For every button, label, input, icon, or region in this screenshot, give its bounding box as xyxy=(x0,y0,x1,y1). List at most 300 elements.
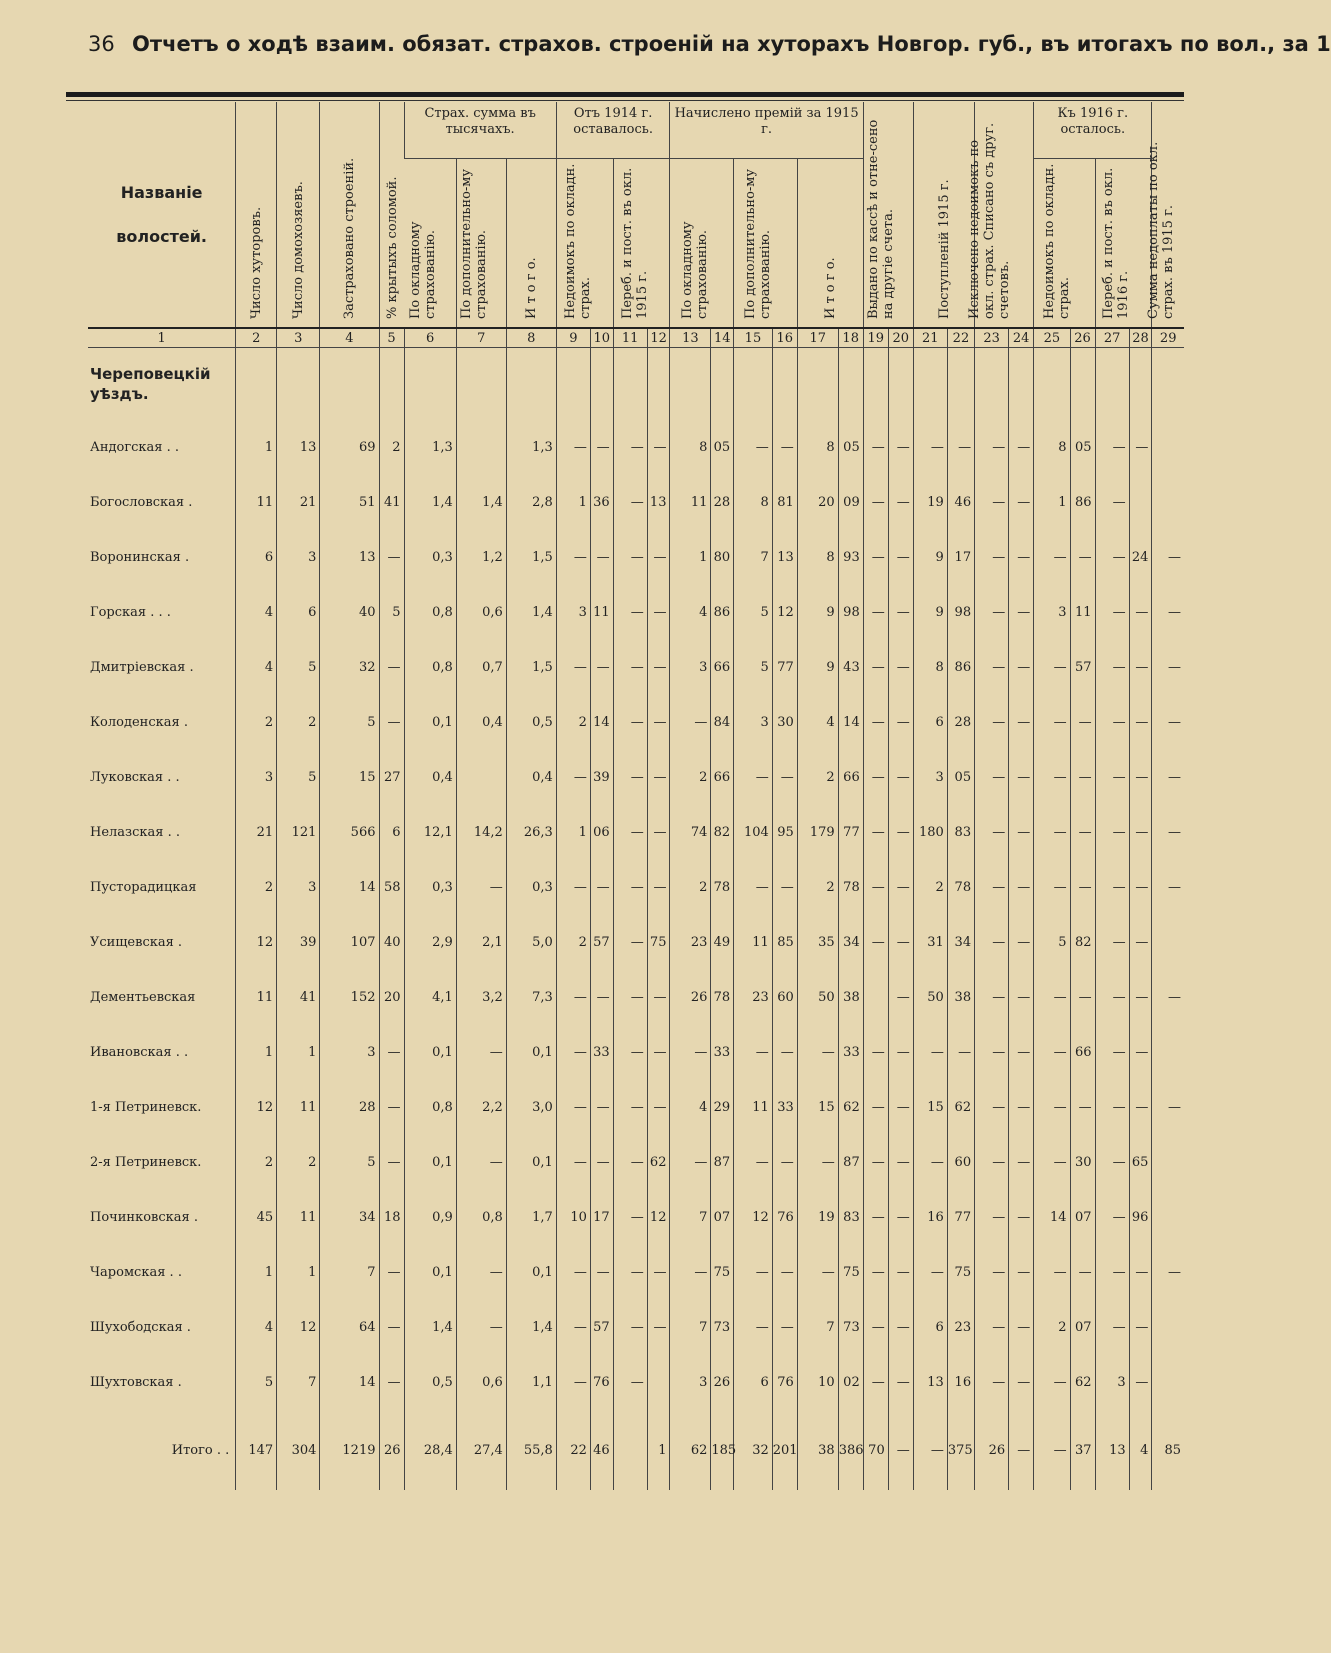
table-cell: 0,7 xyxy=(456,640,506,695)
table-cell: — xyxy=(1009,915,1034,970)
table-cell: — xyxy=(797,1245,838,1300)
table-cell: 3 xyxy=(277,530,320,585)
table-cell: 34 xyxy=(838,915,863,970)
table-cell: 28 xyxy=(711,475,734,530)
table-cell: 4 xyxy=(797,695,838,750)
table-cell xyxy=(1152,420,1184,475)
table-cell: — xyxy=(913,1135,947,1190)
table-cell: 2,9 xyxy=(404,915,456,970)
table-cell: 66 xyxy=(711,640,734,695)
table-cell: — xyxy=(556,970,590,1025)
table-cell: 78 xyxy=(711,970,734,1025)
table-cell: — xyxy=(734,420,773,475)
table-cell: — xyxy=(888,1190,913,1245)
table-cell: 2,8 xyxy=(506,475,556,530)
table-cell: 0,1 xyxy=(506,1135,556,1190)
table-cell: — xyxy=(1095,420,1129,475)
table-cell: — xyxy=(975,805,1009,860)
table-cell: — xyxy=(590,530,613,585)
table-cell: — xyxy=(613,585,647,640)
table-cell: 57 xyxy=(590,915,613,970)
table-cell xyxy=(947,348,974,421)
table-cell xyxy=(320,348,379,421)
table-cell: 07 xyxy=(1070,1300,1095,1355)
col-7-header: По дополнительно-му страхованію. xyxy=(456,159,506,329)
table-cell: 2 xyxy=(1034,1300,1070,1355)
table-cell: — xyxy=(734,1025,773,1080)
col-25-header: Недоимокъ по окладн. страх. xyxy=(1034,159,1095,329)
table-cell: — xyxy=(1009,585,1034,640)
table-cell: 2 xyxy=(236,860,277,915)
table-cell: 24 xyxy=(1129,530,1152,585)
table-cell: 1,2 xyxy=(456,530,506,585)
table-cell: — xyxy=(888,750,913,805)
table-cell: 64 xyxy=(320,1300,379,1355)
table-cell: — xyxy=(456,1135,506,1190)
column-number: 22 xyxy=(947,328,974,348)
table-cell: — xyxy=(975,1300,1009,1355)
table-cell: — xyxy=(590,970,613,1025)
table-cell: 4 xyxy=(236,640,277,695)
table-row xyxy=(88,915,1184,970)
total-cell: 304 xyxy=(277,1410,320,1490)
table-cell xyxy=(1152,1025,1184,1080)
total-cell: 26 xyxy=(379,1410,404,1490)
table-cell: 66 xyxy=(711,750,734,805)
table-cell: 05 xyxy=(838,420,863,475)
table-cell: 5 xyxy=(734,640,773,695)
table-cell: — xyxy=(1034,1355,1070,1410)
table-row xyxy=(88,585,1184,640)
table-cell: 9 xyxy=(913,530,947,585)
table-cell: 49 xyxy=(711,915,734,970)
table-cell: — xyxy=(1009,970,1034,1025)
total-cell: 386 xyxy=(838,1410,863,1490)
table-cell: — xyxy=(913,1025,947,1080)
table-cell: — xyxy=(888,1135,913,1190)
total-cell: 37 xyxy=(1070,1410,1095,1490)
table-cell: 58 xyxy=(379,860,404,915)
table-cell xyxy=(647,1355,670,1410)
table-cell xyxy=(863,348,888,421)
table-cell: 179 xyxy=(797,805,838,860)
table-cell: 13 xyxy=(772,530,797,585)
table-cell: 33 xyxy=(711,1025,734,1080)
table-cell: 3 xyxy=(236,750,277,805)
table-cell: — xyxy=(1095,1025,1129,1080)
column-number: 12 xyxy=(647,328,670,348)
column-number: 28 xyxy=(1129,328,1152,348)
table-cell: — xyxy=(975,860,1009,915)
table-cell: — xyxy=(888,805,913,860)
table-cell: — xyxy=(613,530,647,585)
table-cell: — xyxy=(670,1025,711,1080)
table-cell: — xyxy=(1034,695,1070,750)
table-cell: — xyxy=(647,585,670,640)
table-cell: 16 xyxy=(913,1190,947,1245)
table-cell: — xyxy=(1129,585,1152,640)
col-4-header: Застраховано строеній. xyxy=(320,102,379,328)
table-cell: — xyxy=(647,695,670,750)
total-label: Итого . . xyxy=(171,1442,230,1458)
table-cell: 1,3 xyxy=(506,420,556,475)
volost-name: Шухободская . xyxy=(90,1320,191,1335)
table-cell: 1,4 xyxy=(456,475,506,530)
table-cell: 26,3 xyxy=(506,805,556,860)
column-number: 8 xyxy=(506,328,556,348)
table-cell: — xyxy=(888,1080,913,1135)
total-cell: 1219 xyxy=(320,1410,379,1490)
table-cell xyxy=(404,348,456,421)
table-cell: 95 xyxy=(772,805,797,860)
table-cell: — xyxy=(888,860,913,915)
table-cell: 1 xyxy=(670,530,711,585)
table-cell: 15 xyxy=(797,1080,838,1135)
table-cell: 1,1 xyxy=(506,1355,556,1410)
table-cell: 11 xyxy=(670,475,711,530)
table-cell: 3 xyxy=(1034,585,1070,640)
total-cell: — xyxy=(1034,1410,1070,1490)
table-cell xyxy=(456,420,506,475)
table-cell xyxy=(456,348,506,421)
table-cell: 6 xyxy=(277,585,320,640)
table-cell: 0,1 xyxy=(404,1135,456,1190)
table-cell: — xyxy=(975,970,1009,1025)
table-cell xyxy=(1070,348,1095,421)
table-cell: 4 xyxy=(670,1080,711,1135)
table-cell: — xyxy=(863,1245,888,1300)
table-cell: 12 xyxy=(772,585,797,640)
table-cell: 41 xyxy=(379,475,404,530)
table-cell: 4,1 xyxy=(404,970,456,1025)
table-cell: — xyxy=(1129,420,1152,475)
total-cell: 62 xyxy=(670,1410,711,1490)
column-number: 7 xyxy=(456,328,506,348)
table-cell: 19 xyxy=(797,1190,838,1245)
table-cell: 2 xyxy=(797,750,838,805)
table-row xyxy=(88,1245,1184,1300)
table-cell: — xyxy=(975,750,1009,805)
table-cell: — xyxy=(772,1300,797,1355)
table-cell: 60 xyxy=(947,1135,974,1190)
table-cell: 0,5 xyxy=(506,695,556,750)
table-cell: — xyxy=(888,640,913,695)
table-cell: — xyxy=(888,695,913,750)
table-row xyxy=(88,1135,1184,1190)
header-rule-thin xyxy=(66,100,1184,101)
table-cell: 77 xyxy=(772,640,797,695)
table-cell: 07 xyxy=(711,1190,734,1245)
table-cell: — xyxy=(772,750,797,805)
table-cell: 40 xyxy=(379,915,404,970)
table-cell: 13 xyxy=(320,530,379,585)
volost-name: Починковская . xyxy=(90,1210,198,1225)
table-cell: — xyxy=(647,970,670,1025)
table-cell: — xyxy=(1034,1080,1070,1135)
table-cell: 20 xyxy=(797,475,838,530)
table-cell: 2 xyxy=(556,915,590,970)
table-cell: — xyxy=(1095,1135,1129,1190)
table-row xyxy=(88,1080,1184,1135)
table-cell: 180 xyxy=(913,805,947,860)
table-cell: — xyxy=(797,1025,838,1080)
table-cell: 0,4 xyxy=(456,695,506,750)
table-cell: 1,4 xyxy=(506,1300,556,1355)
column-number: 11 xyxy=(613,328,647,348)
table-cell: — xyxy=(863,1025,888,1080)
table-cell: — xyxy=(772,420,797,475)
col-name-header: Названіе волостей. xyxy=(116,182,207,246)
table-cell: — xyxy=(734,1245,773,1300)
table-cell: 5 xyxy=(379,585,404,640)
table-cell: 83 xyxy=(838,1190,863,1245)
total-cell: 201 xyxy=(772,1410,797,1490)
table-cell: 3 xyxy=(277,860,320,915)
table-cell: — xyxy=(1095,1080,1129,1135)
total-cell: 185 xyxy=(711,1410,734,1490)
table-cell xyxy=(838,348,863,421)
table-cell: — xyxy=(1034,1025,1070,1080)
table-cell: 17 xyxy=(590,1190,613,1245)
table-cell xyxy=(1034,348,1070,421)
district-name: Череповецкій уѣздъ. xyxy=(90,365,211,403)
table-cell: — xyxy=(1009,750,1034,805)
table-cell: 2 xyxy=(277,695,320,750)
table-cell: — xyxy=(975,915,1009,970)
col-15-header: По дополнительно-му страхованію. xyxy=(734,159,798,329)
table-cell: — xyxy=(863,1300,888,1355)
col-5-header: % крытыхъ соломой. xyxy=(379,102,404,328)
header-group-row xyxy=(88,102,1184,159)
table-cell: 78 xyxy=(711,860,734,915)
table-cell: 0,6 xyxy=(456,1355,506,1410)
total-cell: — xyxy=(888,1410,913,1490)
table-cell: — xyxy=(888,475,913,530)
table-cell: — xyxy=(863,475,888,530)
table-cell: 0,1 xyxy=(506,1245,556,1300)
table-cell: — xyxy=(613,695,647,750)
table-cell: — xyxy=(670,1245,711,1300)
table-cell: 5 xyxy=(320,695,379,750)
table-cell: — xyxy=(613,805,647,860)
table-cell: — xyxy=(613,1300,647,1355)
table-cell: 1,5 xyxy=(506,640,556,695)
table-cell: — xyxy=(556,1080,590,1135)
table-cell: 02 xyxy=(838,1355,863,1410)
column-number: 9 xyxy=(556,328,590,348)
table-cell: — xyxy=(1095,1245,1129,1300)
table-cell xyxy=(1129,348,1152,421)
volost-name: Нелазская . . xyxy=(90,825,181,840)
table-cell: 77 xyxy=(947,1190,974,1245)
table-cell: 34 xyxy=(320,1190,379,1245)
table-cell: — xyxy=(1070,1245,1095,1300)
table-cell: 41 xyxy=(277,970,320,1025)
table-cell: 10 xyxy=(797,1355,838,1410)
table-cell xyxy=(1152,1300,1184,1355)
table-cell: 86 xyxy=(1070,475,1095,530)
table-cell xyxy=(797,348,838,421)
table-cell: 1 xyxy=(236,1025,277,1080)
table-cell: 2 xyxy=(236,1135,277,1190)
table-cell: 0,3 xyxy=(506,860,556,915)
table-cell: — xyxy=(556,1245,590,1300)
table-cell: 98 xyxy=(838,585,863,640)
table-cell: 15 xyxy=(320,750,379,805)
table-cell: — xyxy=(1129,915,1152,970)
table-cell: — xyxy=(1009,1300,1034,1355)
table-cell: 2 xyxy=(797,860,838,915)
total-cell xyxy=(613,1410,647,1490)
table-cell: 62 xyxy=(647,1135,670,1190)
table-cell: — xyxy=(647,530,670,585)
table-cell: 14 xyxy=(590,695,613,750)
table-cell: 8 xyxy=(670,420,711,475)
table-cell: — xyxy=(1009,1190,1034,1245)
column-number: 4 xyxy=(320,328,379,348)
column-number: 5 xyxy=(379,328,404,348)
table-cell: — xyxy=(1034,970,1070,1025)
table-cell: — xyxy=(975,1025,1009,1080)
table-cell: 30 xyxy=(772,695,797,750)
table-cell: 107 xyxy=(320,915,379,970)
table-cell: — xyxy=(975,1245,1009,1300)
table-cell xyxy=(506,348,556,421)
table-cell: — xyxy=(556,860,590,915)
column-number: 25 xyxy=(1034,328,1070,348)
table-cell: 8 xyxy=(797,530,838,585)
table-cell: — xyxy=(556,750,590,805)
table-cell: 11 xyxy=(1070,585,1095,640)
table-cell: 12 xyxy=(647,1190,670,1245)
table-cell: — xyxy=(613,1190,647,1245)
table-cell: 1,7 xyxy=(506,1190,556,1245)
table-cell: 13 xyxy=(913,1355,947,1410)
table-cell: — xyxy=(1034,1245,1070,1300)
table-cell: — xyxy=(975,530,1009,585)
table-cell: 38 xyxy=(947,970,974,1025)
table-cell: 7,3 xyxy=(506,970,556,1025)
group-sum-header: Страх. сумма въ тысячахъ. xyxy=(404,102,556,159)
table-cell xyxy=(1152,1135,1184,1190)
volost-name: Богословская . xyxy=(90,495,193,510)
table-cell: 12 xyxy=(236,1080,277,1135)
table-cell: — xyxy=(647,805,670,860)
table-cell: — xyxy=(379,1135,404,1190)
column-number: 15 xyxy=(734,328,773,348)
table-cell: — xyxy=(1095,1190,1129,1245)
volost-name: Пусторадицкая xyxy=(90,880,197,895)
table-cell: 1 xyxy=(277,1025,320,1080)
volost-name: Дементьевская xyxy=(90,990,196,1005)
table-cell: 14 xyxy=(1034,1190,1070,1245)
table-cell: — xyxy=(456,860,506,915)
table-cell: 0,3 xyxy=(404,860,456,915)
table-cell: 23 xyxy=(734,970,773,1025)
col-3-header: Число домохозяевъ. xyxy=(277,102,320,328)
table-cell: — xyxy=(863,805,888,860)
table-cell: — xyxy=(1095,860,1129,915)
table-cell: — xyxy=(975,695,1009,750)
table-cell: 57 xyxy=(590,1300,613,1355)
table-cell: — xyxy=(647,860,670,915)
table-cell: — xyxy=(863,640,888,695)
table-cell: 69 xyxy=(320,420,379,475)
table-cell: — xyxy=(1152,585,1184,640)
table-cell: — xyxy=(613,1135,647,1190)
table-cell: — xyxy=(1095,805,1129,860)
table-cell: — xyxy=(863,585,888,640)
table-cell: — xyxy=(647,1080,670,1135)
table-cell: 0,8 xyxy=(456,1190,506,1245)
table-cell: — xyxy=(556,420,590,475)
table-cell xyxy=(1152,348,1184,421)
table-cell: 83 xyxy=(947,805,974,860)
table-cell: 23 xyxy=(947,1300,974,1355)
table-cell: — xyxy=(947,1025,974,1080)
table-cell: 13 xyxy=(277,420,320,475)
table-cell: 62 xyxy=(947,1080,974,1135)
table-cell: — xyxy=(1034,860,1070,915)
table-cell: — xyxy=(1034,640,1070,695)
total-cell: 22 xyxy=(556,1410,590,1490)
table-cell: — xyxy=(913,420,947,475)
table-cell: 104 xyxy=(734,805,773,860)
table-cell: 06 xyxy=(590,805,613,860)
table-cell: — xyxy=(1009,420,1034,475)
total-cell: 55,8 xyxy=(506,1410,556,1490)
table-cell: — xyxy=(670,695,711,750)
table-cell: — xyxy=(647,640,670,695)
table-cell: 6 xyxy=(236,530,277,585)
table-cell: 2 xyxy=(670,750,711,805)
table-cell: 73 xyxy=(838,1300,863,1355)
table-cell: 76 xyxy=(590,1355,613,1410)
table-cell: 5 xyxy=(277,750,320,805)
table-cell: — xyxy=(1129,1080,1152,1135)
table-cell: — xyxy=(1129,1025,1152,1080)
table-cell: 3 xyxy=(556,585,590,640)
table-cell: 4 xyxy=(670,585,711,640)
table-cell: — xyxy=(1009,1025,1034,1080)
table-cell: 0,4 xyxy=(404,750,456,805)
table-cell: — xyxy=(1129,970,1152,1025)
table-cell: — xyxy=(863,1355,888,1410)
table-cell xyxy=(1009,348,1034,421)
table-cell: — xyxy=(379,1080,404,1135)
table-cell: — xyxy=(1095,530,1129,585)
table-cell: — xyxy=(863,530,888,585)
table-cell: — xyxy=(647,1025,670,1080)
table-cell: — xyxy=(1009,695,1034,750)
table-cell: — xyxy=(647,1300,670,1355)
column-number: 2 xyxy=(236,328,277,348)
table-row xyxy=(88,1025,1184,1080)
table-cell: — xyxy=(1095,695,1129,750)
table-cell: — xyxy=(556,640,590,695)
table-cell: 1 xyxy=(556,805,590,860)
table-cell: — xyxy=(975,1190,1009,1245)
table-cell: 7 xyxy=(277,1355,320,1410)
group-premiums-header: Начислено премій за 1915 г. xyxy=(670,102,863,159)
table-cell: — xyxy=(590,1080,613,1135)
table-cell: 32 xyxy=(320,640,379,695)
table-cell: — xyxy=(1009,530,1034,585)
table-cell: 11 xyxy=(277,1080,320,1135)
table-cell: — xyxy=(1009,640,1034,695)
table-cell: 6 xyxy=(379,805,404,860)
col-29-header: Сумма недоплаты по окл. страх. въ 1915 г. xyxy=(1152,102,1184,328)
